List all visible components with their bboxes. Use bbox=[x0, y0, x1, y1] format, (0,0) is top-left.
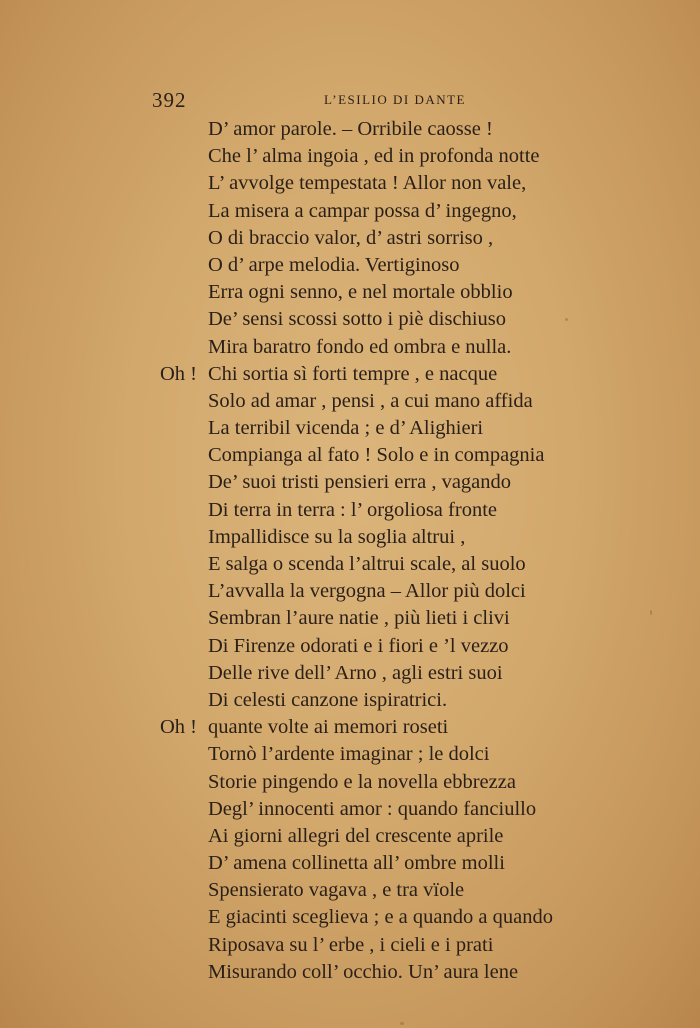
verse-text: Riposava su l’ erbe , i cieli e i prati bbox=[208, 933, 494, 956]
verse-text: Delle rive dell’ Arno , agli estri suoi bbox=[208, 661, 503, 684]
paper-speck bbox=[565, 318, 568, 321]
verse-line bbox=[0, 442, 700, 469]
verse-line bbox=[0, 850, 700, 877]
verse-line bbox=[0, 551, 700, 578]
verse-line bbox=[0, 877, 700, 904]
verse-text: Storie pingendo e la novella ebbrezza bbox=[208, 770, 516, 793]
verse-exclamation: Oh ! bbox=[160, 716, 198, 739]
verse-line bbox=[0, 741, 700, 768]
verse-text: De’ suoi tristi pensieri erra , vagando bbox=[208, 471, 512, 494]
verse-line bbox=[0, 361, 700, 388]
verse-text: Spensierato vagava , e tra vïole bbox=[208, 879, 465, 902]
verse-line bbox=[0, 660, 700, 687]
running-title: L’ESILIO DI DANTE bbox=[324, 92, 466, 107]
verse-text: Di terra in terra : l’ orgoliosa fronte bbox=[208, 498, 497, 521]
verse-text: Erra ogni senno, e nel mortale obblio bbox=[208, 281, 513, 304]
verse-line bbox=[0, 279, 700, 306]
verse-line bbox=[0, 306, 700, 333]
verse-text: Che l’ alma ingoia , ed in profonda notte bbox=[208, 145, 540, 168]
verse-line bbox=[0, 469, 700, 496]
verse-line bbox=[0, 116, 700, 143]
verse-line bbox=[0, 904, 700, 931]
verse-line bbox=[0, 823, 700, 850]
verse-line bbox=[0, 578, 700, 605]
verse-text: L’avvalla la vergogna – Allor più dolci bbox=[208, 580, 526, 603]
verse-text: Degl’ innocenti amor : quando fanciullo bbox=[208, 797, 537, 820]
page-number: 392 bbox=[152, 88, 187, 112]
verse-text: La terribil vicenda ; e d’ Alighieri bbox=[208, 417, 484, 440]
verse-line bbox=[0, 959, 700, 986]
verse-text: Compianga al fato ! Solo e in compagnia bbox=[208, 444, 545, 467]
verse-line bbox=[0, 252, 700, 279]
verse-text: Ai giorni allegri del crescente aprile bbox=[208, 824, 504, 847]
verse-line bbox=[0, 334, 700, 361]
verse-text: De’ sensi scossi sotto i piè dischiuso bbox=[208, 308, 506, 331]
verse-text: quante volte ai memori roseti bbox=[208, 716, 449, 739]
verse-line bbox=[0, 769, 700, 796]
verse-line bbox=[0, 388, 700, 415]
verse-text: La misera a campar possa d’ ingegno, bbox=[208, 199, 517, 222]
verse-line bbox=[0, 796, 700, 823]
verse-line bbox=[0, 714, 700, 741]
page-header bbox=[152, 88, 632, 112]
verse-exclamation: Oh ! bbox=[160, 362, 198, 385]
verse-text: Impallidisce su la soglia altrui , bbox=[208, 525, 466, 548]
verse-line bbox=[0, 687, 700, 714]
verse-line bbox=[0, 225, 700, 252]
verse-text: D’ amena collinetta all’ ombre molli bbox=[208, 852, 505, 875]
verse-line bbox=[0, 415, 700, 442]
paper-speck bbox=[400, 1022, 404, 1025]
poem-body bbox=[0, 116, 700, 986]
verse-text: Di Firenze odorati e i fiori e ’l vezzo bbox=[208, 634, 509, 657]
verse-text: O d’ arpe melodia. Vertiginoso bbox=[208, 253, 460, 276]
verse-text: Misurando coll’ occhio. Un’ aura lene bbox=[208, 960, 519, 983]
verse-line bbox=[0, 524, 700, 551]
verse-line bbox=[0, 932, 700, 959]
verse-text: Tornò l’ardente imaginar ; le dolci bbox=[208, 743, 490, 766]
verse-text: Di celesti canzone ispiratrici. bbox=[208, 688, 448, 711]
verse-text: E giacinti sceglieva ; e a quando a quando bbox=[208, 906, 553, 929]
verse-line bbox=[0, 633, 700, 660]
verse-text: E salga o scenda l’altrui scale, al suolo bbox=[208, 553, 526, 575]
verse-text: Chi sortia sì forti tempre , e nacque bbox=[208, 362, 498, 385]
paper-speck bbox=[650, 610, 652, 615]
verse-text: Sembran l’aure natie , più lieti i clivi bbox=[208, 607, 510, 630]
verse-text: Solo ad amar , pensi , a cui mano affida bbox=[208, 389, 533, 412]
verse-line bbox=[0, 170, 700, 197]
verse-line bbox=[0, 605, 700, 632]
verse-line bbox=[0, 198, 700, 225]
verse-text: D’ amor parole. – Orribile caosse ! bbox=[208, 118, 493, 140]
verse-text: Mira baratro fondo ed ombra e nulla. bbox=[208, 335, 512, 358]
verse-text: O di braccio valor, d’ astri sorriso , bbox=[208, 226, 494, 249]
verse-line bbox=[0, 497, 700, 524]
verse-line bbox=[0, 143, 700, 170]
verse-text: L’ avvolge tempestata ! Allor non vale, bbox=[208, 172, 527, 195]
